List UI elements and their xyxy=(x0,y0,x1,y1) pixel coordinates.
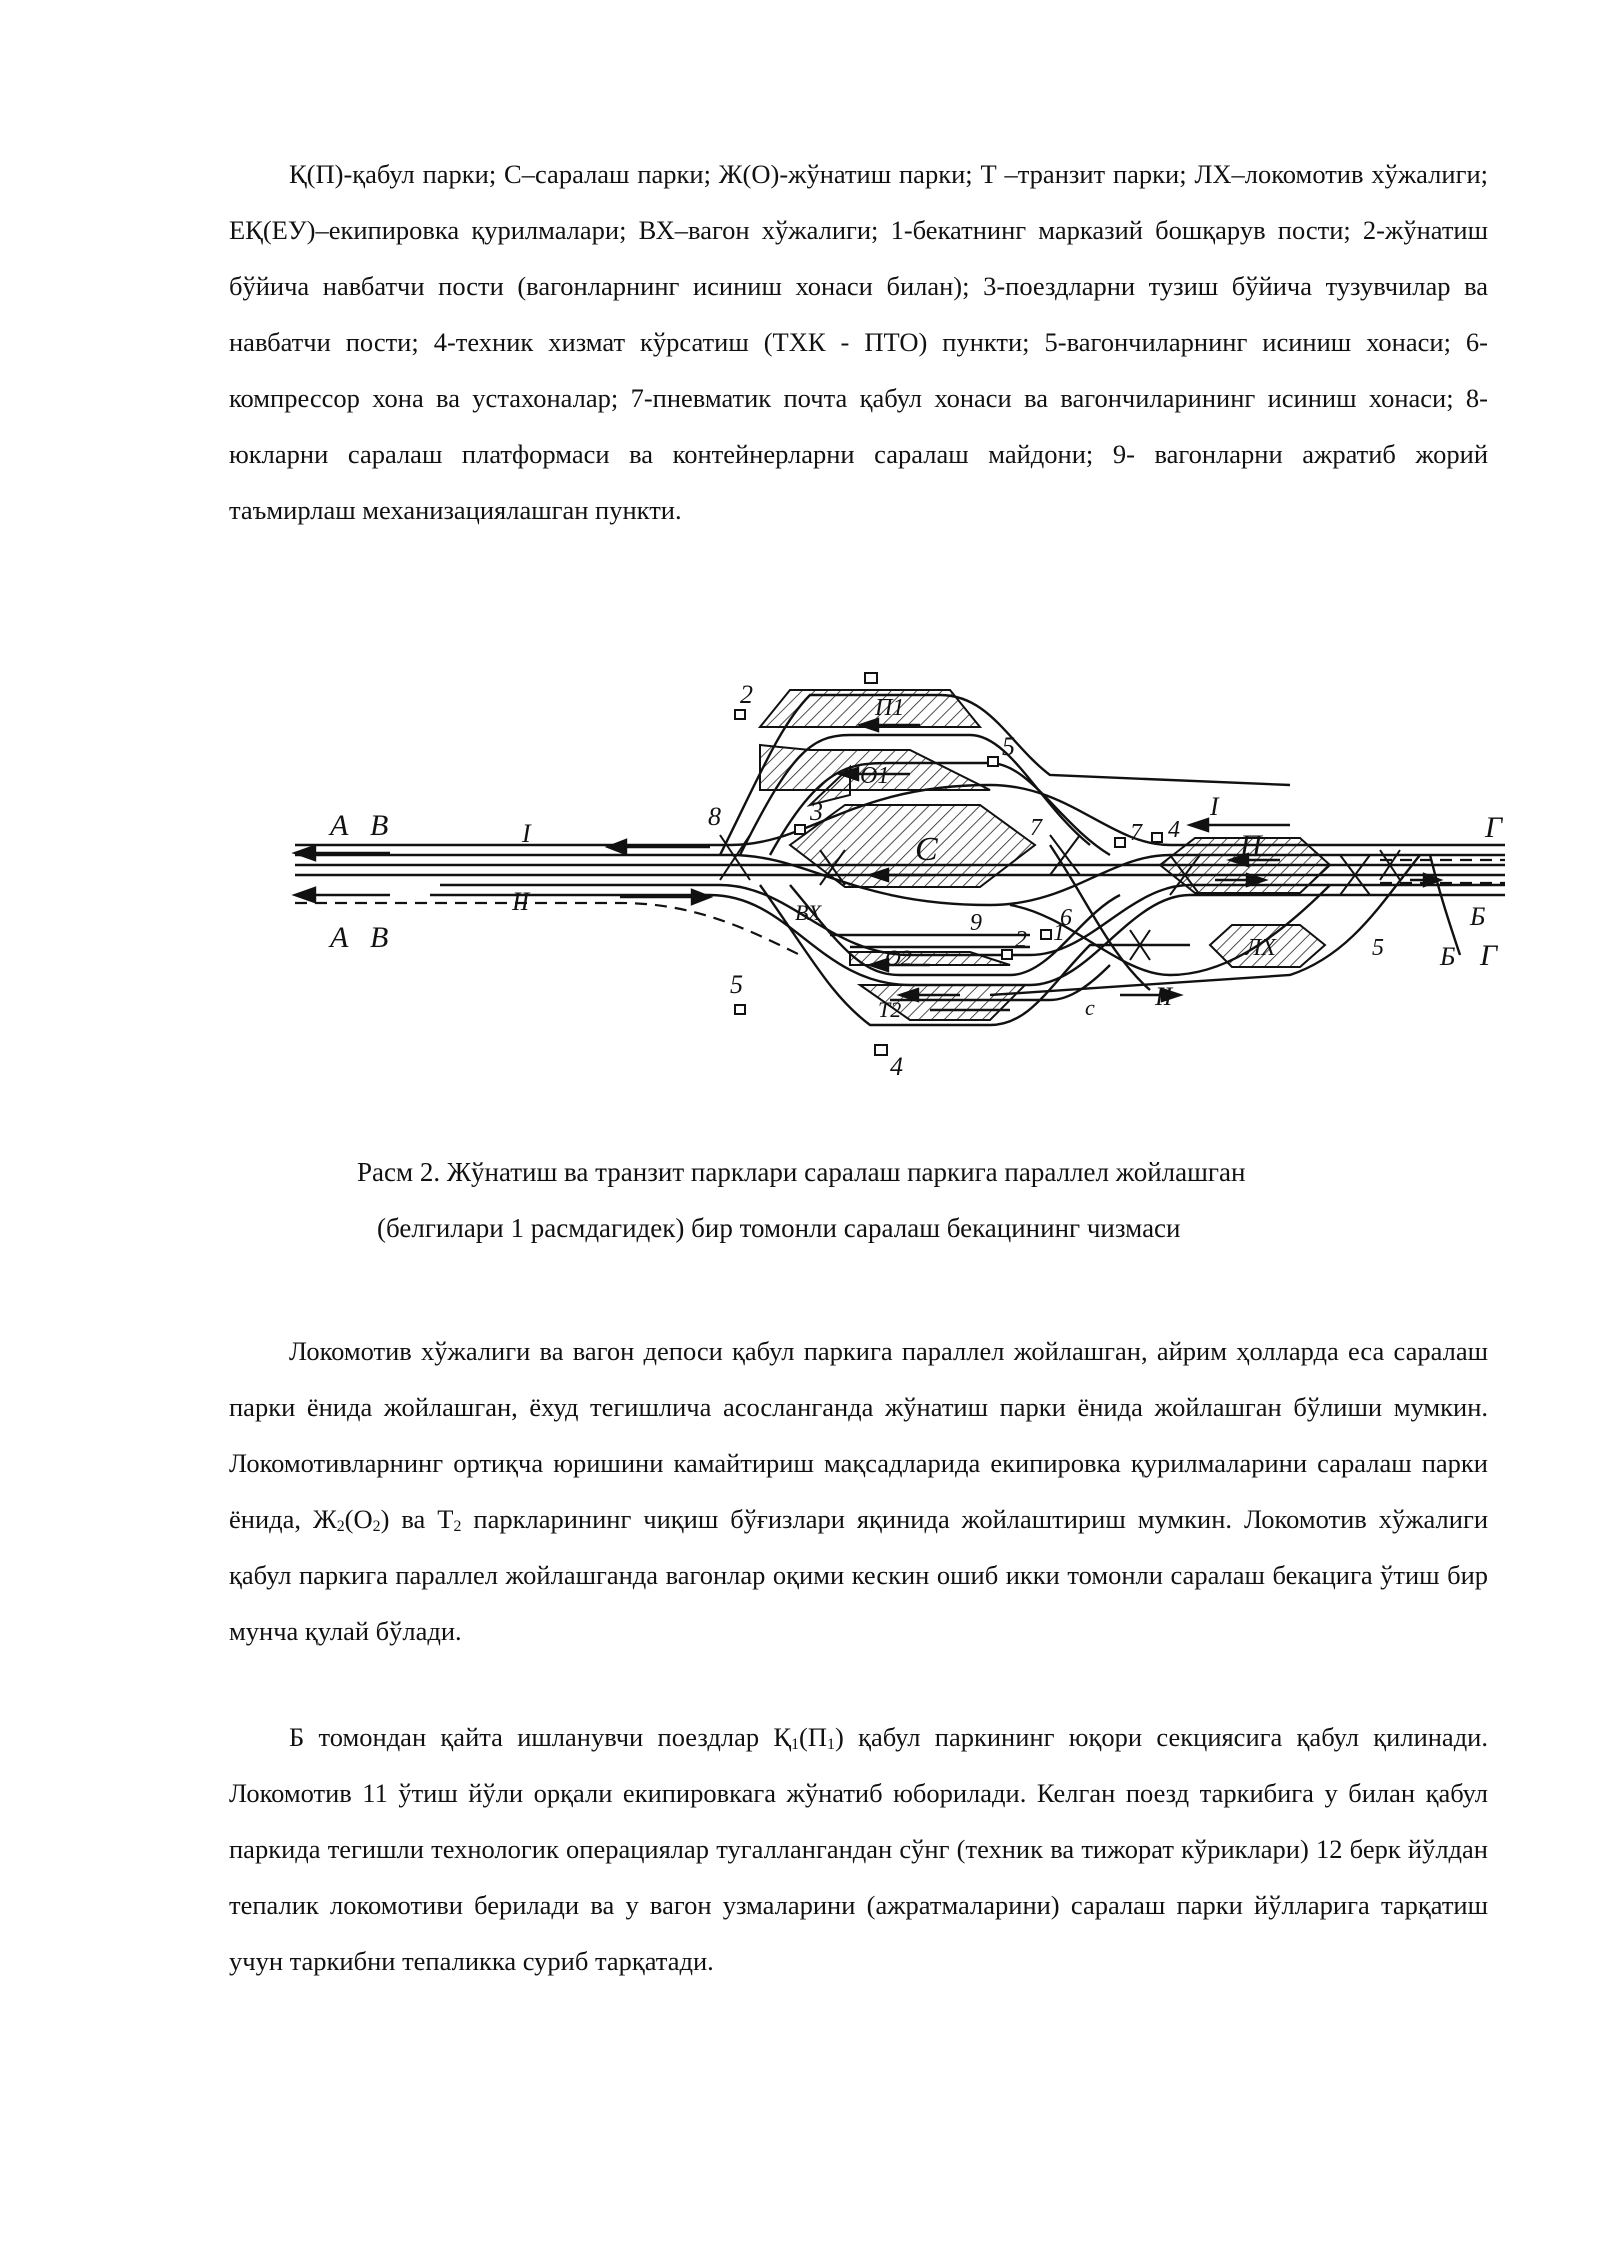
label-a-top: А xyxy=(330,809,349,842)
label-n1: 1 xyxy=(1053,920,1065,946)
p2-sub-2: 1 xyxy=(826,1736,835,1754)
label-lx: ЛХ xyxy=(1245,935,1276,961)
label-b-top: В xyxy=(370,809,389,842)
label-c-small: с xyxy=(1085,995,1095,1020)
label-vx: ВХ xyxy=(795,900,822,925)
legend-paragraph: Қ(П)-қабул парки; С–саралаш парки; Ж(О)-жўнатиш парки; Т –транзит парки; ЛХ–локомотив хўжалиги; ЕҚ(ЕУ)–екипировка қурилмалари; ВХ–вагон хўжалиги; 1-бекатнинг марказий бошқарув пости; 2-жўнатиш бўйича навбатчи пости (вагонларнинг исиниш хонаси билан); 3-поездларни тузиш бўйича тузувчилар ва навбатчи пости; 4-техник хизмат кўрсатиш (ТХК - ПТО) пункти; 5-вагончиларнинг исиниш хонаси; 6-компрессор хона ва устахоналар; 7-пневматик почта қабул хонаси ва вагончиларининг исиниш хонаси; 8-юкларни саралаш платформаси ва контейнерларни саралаш майдони; 9- вагонларни ажратиб жорий таъмирлаш механизациялашган пункти. xyxy=(229,159,1488,525)
p1-sub-1: 2 xyxy=(336,1518,345,1536)
label-p1: П1 xyxy=(875,695,905,721)
label-n6: 6 xyxy=(1060,905,1072,931)
label-g-bot: Г xyxy=(1480,939,1498,972)
label-n5-top: 5 xyxy=(1002,732,1015,761)
label-o2: О2 xyxy=(885,945,912,970)
label-b-bot: В xyxy=(370,921,389,954)
label-p: П xyxy=(1240,829,1262,862)
label-n7b: 7 xyxy=(1130,820,1142,846)
label-n7a: 7 xyxy=(1030,815,1042,841)
p1-part-d: паркларининг чиқиш бўғизлари яқинида жойлаштириш мумкин. Локомотив хўжалиги қабул паркига параллел жойлашганда вагонлар оқими кескин ошиб икки томонли саралаш бекацига ўтиш бир мунча қулай бўлади. xyxy=(229,1504,1489,1646)
p2-part-c: ) қабул паркининг юқори секциясига қабул қилинади. Локомотив 11 ўтиш йўли орқали екипировкага жўнатиб юборилади. Келган поезд таркибига у билан қабул паркида тегишли технологик операциялар тугаллангандан сўнг (техник ва тижорат кўриклари) 12 берк йўлдан тепалик локомотиви берилади ва у вагон узмаларини (ажратмаларини) саралаш парки йўлларига тарқатиш учун таркибни тепаликка суриб тарқатади. xyxy=(229,1722,1488,1976)
p1-part-b: (О xyxy=(344,1504,373,1534)
p1-sub-2: 2 xyxy=(372,1518,381,1536)
body-paragraph-2 xyxy=(229,1709,1488,1989)
label-a-bot: А xyxy=(330,921,349,954)
p1-part-c: ) ва Т xyxy=(380,1504,454,1534)
label-n2-mid: 2 xyxy=(1015,927,1027,953)
label-n3: 3 xyxy=(810,797,823,826)
label-roman1-left: I xyxy=(522,819,531,848)
label-b-right1: Б xyxy=(1470,902,1486,931)
p1-sub-3: 2 xyxy=(453,1518,462,1536)
label-n9: 9 xyxy=(970,910,982,936)
label-n5-right: 5 xyxy=(1372,935,1384,961)
label-c: С xyxy=(915,831,938,868)
label-n4-bot: 4 xyxy=(890,1052,903,1081)
label-n8: 8 xyxy=(708,802,721,831)
p2-part-a: Б томондан қайта ишланувчи поездлар Қ xyxy=(289,1722,792,1752)
label-t2: Т2 xyxy=(878,997,902,1022)
label-roman2-left: II xyxy=(512,887,530,916)
figure-caption-line1: Расм 2. Жўнатиш ва транзит парклари саралаш паркига параллел жойлашган xyxy=(357,1157,1246,1187)
body-paragraph-1 xyxy=(229,1323,1488,1659)
label-b-right2: Б xyxy=(1440,942,1456,971)
p2-sub-1: 1 xyxy=(791,1736,800,1754)
p2-part-b: (П xyxy=(799,1722,827,1752)
label-roman1-right: I xyxy=(1210,792,1219,821)
p1-part-a: Локомотив хўжалиги ва вагон депоси қабул паркига параллел жойлашган, айрим ҳолларда еса саралаш парки ёнида жойлашган, ёхуд тегишлича асосланганда жўнатиш парки ёнида жойлашган бўлиши мумкин. Локомотивларнинг ортиқча юришини камайтириш мақсадларида екипировка қурилмаларини саралаш парки ёнида, Ж xyxy=(229,1336,1488,1534)
station-diagram xyxy=(290,655,1515,1155)
label-roman2-right: II xyxy=(1155,982,1173,1011)
label-n2-top: 2 xyxy=(740,680,753,709)
figure-caption-line2: (белгилари 1 расмдагидек) бир томонли саралаш бекацининг чизмаси xyxy=(377,1213,1181,1243)
label-g-top: Г xyxy=(1485,811,1503,844)
label-n4-top: 4 xyxy=(1168,817,1180,843)
label-o1: О1 xyxy=(860,763,890,789)
label-n5-bot: 5 xyxy=(730,970,743,999)
